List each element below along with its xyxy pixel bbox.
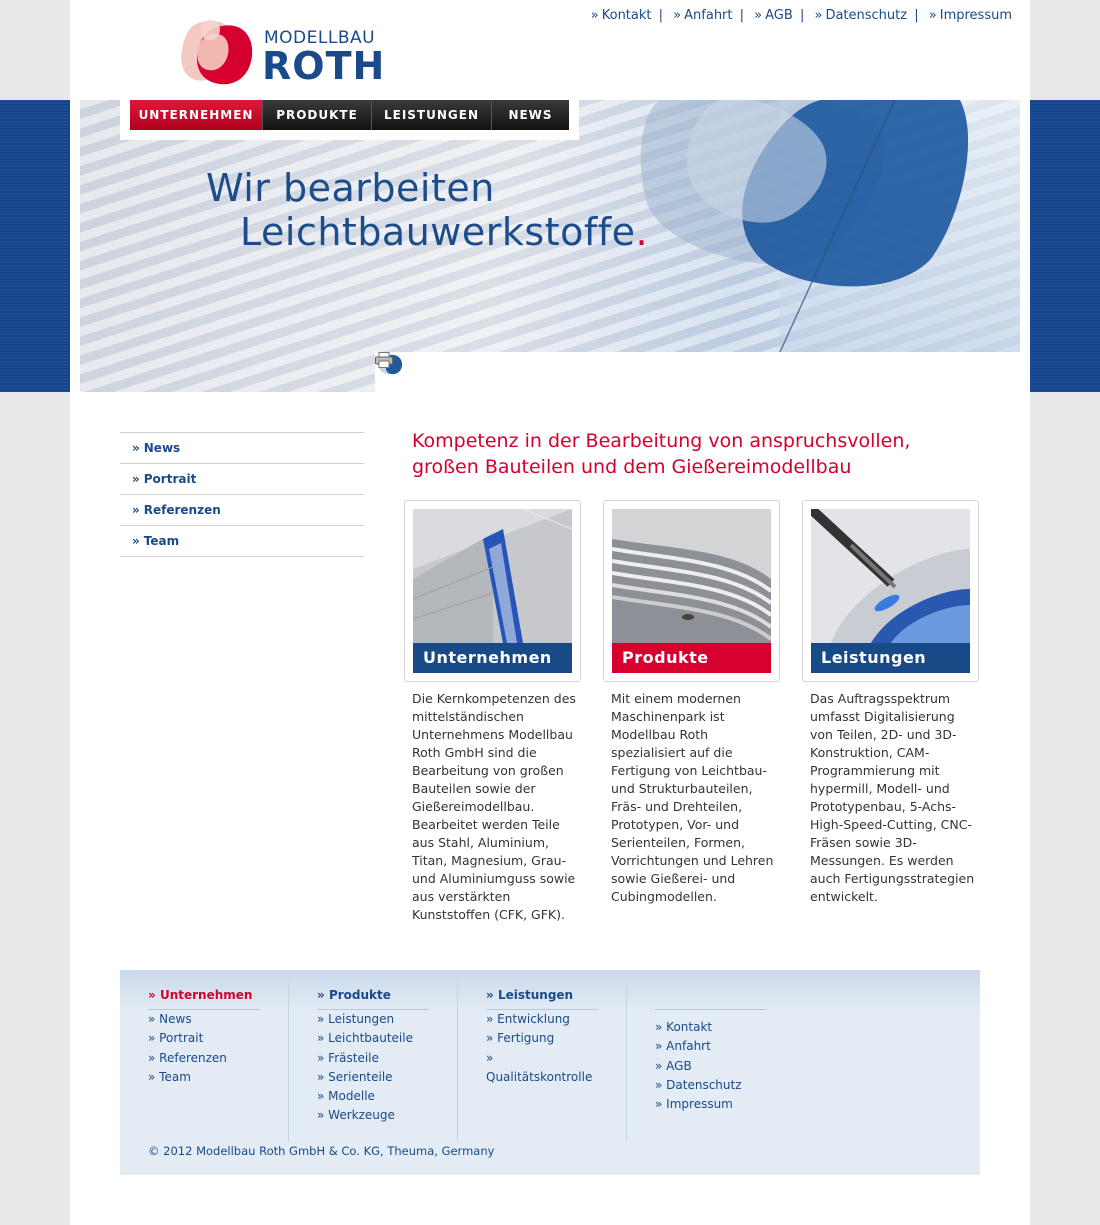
footer-divider <box>288 982 289 1142</box>
footer-link-label: AGB <box>666 1058 692 1073</box>
top-nav-prefix: » <box>928 8 937 23</box>
card-label-unternehmen: Unternehmen <box>413 643 572 673</box>
card-label-leistungen: Leistungen <box>811 643 970 673</box>
footer-link-news[interactable] <box>148 1010 260 1029</box>
sidebar-label: News <box>143 441 181 455</box>
copyright: © 2012 Modellbau Roth GmbH & Co. KG, Theuma, Germany <box>148 1144 495 1158</box>
footer-prefix: » <box>317 1069 325 1084</box>
footer-heading-label: Leistungen <box>497 988 574 1002</box>
sidebar-label: Portrait <box>143 472 197 486</box>
top-nav-datenschutz[interactable]: Datenschutz <box>825 8 908 23</box>
main-nav-produkte[interactable]: PRODUKTE <box>263 100 372 130</box>
hero-banner <box>80 100 1020 392</box>
top-nav-prefix: » <box>814 8 823 23</box>
sidebar-prefix: » <box>132 472 140 486</box>
top-nav-separator: | <box>739 8 745 23</box>
footer-link-referenzen[interactable] <box>148 1049 260 1068</box>
footer-link-serienteile[interactable] <box>317 1068 429 1087</box>
top-nav-impressum[interactable]: Impressum <box>939 8 1012 23</box>
footer-prefix: » <box>655 1077 663 1092</box>
card-description-produkte: Mit einem modernen Maschinenpark ist Modellbau Roth spezialisiert auf die Fertigung von Leichtbau- und Strukturbauteilen, Fräs- und Drehteilen, Prototypen, Vor- und Serienteilen, Formen, Vorrichtungen und Lehren sowie Gießerei- und Cubingmodellen. <box>611 691 774 904</box>
sidebar-item-referenzen[interactable] <box>120 495 364 526</box>
brand-logo[interactable] <box>180 18 386 90</box>
footer-link-label: Portrait <box>159 1031 204 1046</box>
footer-heading-unternehmen[interactable] <box>148 988 260 1010</box>
footer-column-service <box>655 988 767 1114</box>
sidebar-label: Team <box>143 534 180 548</box>
footer-column-unternehmen <box>148 988 260 1087</box>
card-image-building <box>413 509 572 643</box>
top-nav-prefix: » <box>590 8 599 23</box>
footer-prefix: » <box>486 1012 494 1026</box>
footer-column-leistungen <box>486 988 598 1084</box>
sidebar-item-news[interactable] <box>120 433 364 464</box>
roth-logo-mark-icon <box>180 18 270 90</box>
footer-divider <box>626 982 627 1142</box>
footer-divider <box>457 982 458 1142</box>
footer-heading-produkte[interactable] <box>317 988 429 1010</box>
footer-link-datenschutz[interactable] <box>655 1076 767 1095</box>
footer-prefix: » <box>317 1012 325 1026</box>
brand-line2: ROTH <box>262 44 386 88</box>
footer-prefix: » <box>317 1031 325 1046</box>
footer-link-label: Frästeile <box>328 1050 379 1065</box>
footer-link-label: Datenschutz <box>666 1077 742 1092</box>
top-nav-prefix: » <box>754 8 763 23</box>
footer <box>120 970 980 1175</box>
footer-link-impressum[interactable] <box>655 1095 767 1114</box>
brand-line1: MODELLBAU <box>264 28 376 48</box>
card-description-unternehmen: Die Kernkompetenzen des mittelständischen Unternehmens Modellbau Roth GmbH sind die Bearbeitung von großen Bauteilen sowie der Gießereimodellbau. Bearbeitet werden Teile aus Stahl, Aluminium, Titan, Magnesium, Grau- und Aluminiumguss sowie aus verstärkten Kunststoffen (CFK, GFK). <box>412 691 576 922</box>
footer-link-entwicklung[interactable] <box>486 1010 598 1029</box>
card-description-leistungen: Das Auftragsspektrum umfasst Digitalisierung von Teilen, 2D- und 3D-Konstruktion, CAM-Programmierung mit hypermill, Modell- und Prototypenbau, 5-Achs-High-Speed-Cutting, CNC-Fräsen sowie 3D-Messungen. Es werden auch Fertigungsstrategien entwickelt. <box>810 691 975 904</box>
footer-link-team[interactable] <box>148 1068 260 1087</box>
hero-line2-text: Leichtbauwerkstoffe <box>240 210 636 254</box>
footer-prefix: » <box>148 1031 156 1046</box>
card-image-metal-part <box>612 509 771 643</box>
footer-link-label: Fertigung <box>497 1031 555 1046</box>
footer-link-label: Qualitätskontrolle <box>486 1069 593 1084</box>
footer-prefix: » <box>148 1050 156 1065</box>
sidebar-item-team[interactable] <box>120 526 364 557</box>
top-nav-separator: | <box>658 8 664 23</box>
main-nav-leistungen[interactable]: LEISTUNGEN <box>372 100 492 130</box>
footer-prefix: » <box>317 988 325 1002</box>
top-nav-prefix: » <box>673 8 682 23</box>
footer-prefix: » <box>317 1089 325 1104</box>
main-nav <box>120 100 579 140</box>
footer-link-label: Referenzen <box>159 1050 227 1065</box>
card-image-measurement <box>811 509 970 643</box>
footer-link-label: Team <box>159 1069 191 1084</box>
footer-prefix: » <box>655 1058 663 1073</box>
footer-link-anfahrt[interactable] <box>655 1037 767 1056</box>
footer-link-label: Entwicklung <box>497 1012 570 1026</box>
footer-heading-label: Unternehmen <box>159 988 253 1002</box>
footer-prefix: » <box>486 1031 494 1046</box>
footer-heading-empty <box>655 988 767 1010</box>
footer-link-label: Leichtbauteile <box>328 1031 413 1046</box>
top-nav-agb[interactable]: AGB <box>765 8 793 23</box>
sidebar-prefix: » <box>132 441 140 455</box>
footer-prefix: » <box>148 1069 156 1084</box>
footer-link-label: Leistungen <box>328 1012 395 1026</box>
footer-column-produkte <box>317 988 429 1126</box>
sidebar-item-portrait[interactable] <box>120 464 364 495</box>
card-leistungen[interactable] <box>802 500 979 682</box>
footer-link-modelle[interactable] <box>317 1087 429 1106</box>
top-nav-separator: | <box>799 8 805 23</box>
card-unternehmen[interactable] <box>404 500 581 682</box>
footer-link-qualitaetskontrolle[interactable] <box>486 1049 598 1084</box>
footer-prefix: » <box>486 988 494 1002</box>
footer-prefix: » <box>148 988 156 1002</box>
footer-link-kontakt[interactable] <box>655 1018 767 1037</box>
sidebar-prefix: » <box>132 534 140 548</box>
footer-prefix: » <box>655 1039 663 1054</box>
hero-line2 <box>240 210 648 254</box>
sidebar-label: Referenzen <box>143 503 221 517</box>
footer-link-label: Impressum <box>666 1097 733 1112</box>
footer-heading-label: Produkte <box>328 988 391 1002</box>
footer-link-leichtbauteile[interactable] <box>317 1029 429 1048</box>
footer-link-label: Kontakt <box>666 1020 713 1034</box>
footer-link-label: Werkzeuge <box>328 1108 395 1123</box>
footer-prefix: » <box>655 1020 663 1034</box>
card-produkte[interactable] <box>603 500 780 682</box>
main-nav-unternehmen[interactable]: UNTERNEHMEN <box>130 100 263 130</box>
hero-dot: . <box>635 210 649 254</box>
content-tab <box>375 352 1020 392</box>
footer-prefix: » <box>317 1108 325 1123</box>
top-nav <box>588 8 1012 23</box>
footer-prefix: » <box>486 1050 494 1065</box>
footer-link-leistungen[interactable] <box>317 1010 429 1029</box>
top-nav-anfahrt[interactable]: Anfahrt <box>684 8 733 23</box>
page <box>70 0 1030 1225</box>
footer-link-label: Anfahrt <box>666 1039 711 1054</box>
footer-link-agb[interactable] <box>655 1057 767 1076</box>
footer-prefix: » <box>655 1097 663 1112</box>
top-nav-kontakt[interactable]: Kontakt <box>601 8 652 23</box>
page-headline: Kompetenz in der Bearbeitung von anspruchsvollen, großen Bauteilen und dem Gießereimodellbau <box>412 430 911 478</box>
footer-prefix: » <box>317 1050 325 1065</box>
footer-link-label: News <box>159 1012 192 1026</box>
hero-line1: Wir bearbeiten <box>206 166 495 210</box>
footer-link-label: Modelle <box>328 1089 375 1104</box>
sidebar-prefix: » <box>132 503 140 517</box>
footer-heading-leistungen[interactable] <box>486 988 598 1010</box>
footer-link-portrait[interactable] <box>148 1029 260 1048</box>
footer-link-label: Serienteile <box>328 1069 393 1084</box>
card-label-produkte: Produkte <box>612 643 771 673</box>
sidebar-nav <box>120 432 364 557</box>
printer-icon[interactable] <box>375 352 393 368</box>
top-nav-separator: | <box>914 8 919 23</box>
footer-link-fraesteile[interactable] <box>317 1049 429 1068</box>
footer-link-werkzeuge[interactable] <box>317 1106 429 1125</box>
main-nav-news[interactable]: NEWS <box>492 100 569 130</box>
footer-link-fertigung[interactable] <box>486 1029 598 1048</box>
footer-prefix: » <box>148 1012 156 1026</box>
